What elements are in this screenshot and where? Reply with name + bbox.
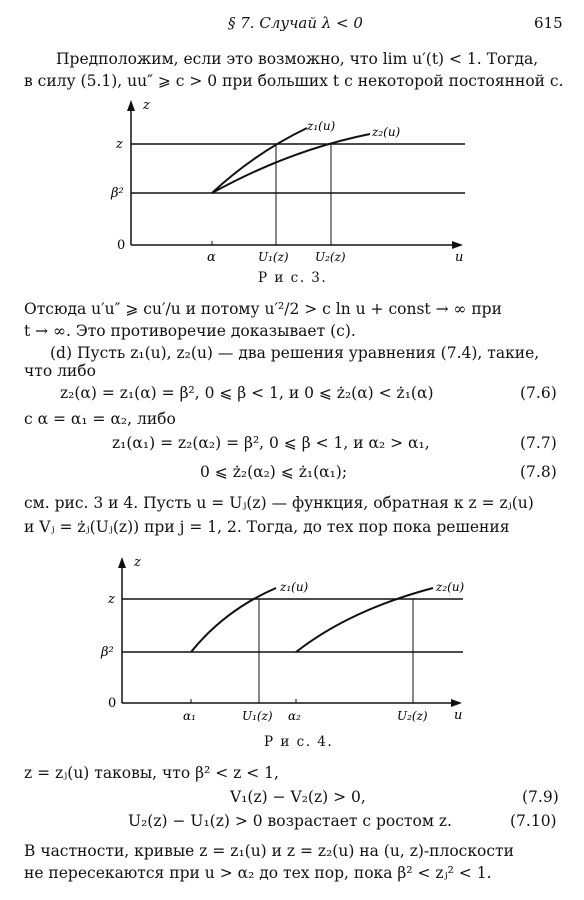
paragraph-1-line-2: в силу (5.1), uu″ ⩾ c > 0 при больших t с некоторой постоянной c. — [24, 72, 564, 90]
paragraph-4-line-1: см. рис. 3 и 4. Пусть u = Uⱼ(z) — функция, обратная к z = zⱼ(u) — [24, 494, 534, 512]
equation-7-7: z₁(α₁) = z₂(α₂) = β², 0 ⩽ β < 1, и α₂ > α₁, — [112, 434, 430, 452]
fig4-ytick-0: 0 — [108, 696, 117, 711]
fig4-curve-label-z2: z₂(u) — [436, 580, 465, 594]
fig4-curve-z2 — [296, 588, 433, 652]
equation-7-6-number: (7.6) — [520, 384, 557, 402]
fig3-ytick-0: 0 — [117, 238, 126, 253]
fig4-curve-z1 — [191, 588, 276, 652]
fig4-xtick-u2: U₂(z) — [397, 709, 428, 723]
fig4-ytick-beta: β² — [101, 645, 114, 660]
fig3-curve-label-z2: z₂(u) — [372, 125, 401, 139]
fig3-curve-z2 — [212, 134, 370, 193]
fig3-ytick-z: z — [116, 137, 123, 152]
equation-7-6: z₂(α) = z₁(α) = β², 0 ⩽ β < 1, и 0 ⩽ ż₂(α) < ż₁(α) — [60, 384, 434, 402]
with-alpha-line: с α = α₁ = α₂, либо — [24, 410, 176, 428]
equation-7-8-number: (7.8) — [520, 463, 557, 481]
paragraph-2-line-1: Отсюда u′u″ ⩾ cu′/u и потому u′²/2 > c ln u + const → ∞ при — [24, 300, 502, 318]
paragraph-3-line-1: (d) Пусть z₁(u), z₂(u) — два решения уравнения (7.4), такие, — [50, 344, 540, 362]
paragraph-6-line-1: В частности, кривые z = z₁(u) и z = z₂(u) на (u, z)-плоскости — [24, 842, 514, 860]
fig4-x-arrow — [451, 699, 462, 707]
equation-7-9: V₁(z) − V₂(z) > 0, — [230, 788, 366, 806]
figure-4-caption: Р и с. 4. — [264, 734, 334, 750]
paragraph-5-line-1: z = zⱼ(u) таковы, что β² < z < 1, — [24, 764, 279, 782]
fig4-curve-label-z1: z₁(u) — [280, 580, 309, 594]
fig3-xtick-alpha: α — [207, 250, 216, 265]
fig3-curve-label-z1: z₁(u) — [307, 119, 336, 133]
fig3-ytick-beta: β² — [111, 186, 124, 201]
fig4-xtick-alpha2: α₂ — [288, 709, 301, 723]
paragraph-1-line-1: Предположим, если это возможно, что lim u′(t) < 1. Тогда, — [56, 50, 539, 68]
fig3-xtick-u2: U₂(z) — [315, 250, 346, 264]
fig4-xtick-u1: U₁(z) — [242, 709, 273, 723]
paragraph-4-line-2: и Vⱼ = żⱼ(Uⱼ(z)) при j = 1, 2. Тогда, до тех пор пока решения — [24, 518, 510, 536]
fig4-y-arrow — [118, 557, 126, 568]
paragraph-2-line-2: t → ∞. Это противоречие доказывает (c). — [24, 322, 356, 340]
fig4-x-axis-label: u — [454, 708, 463, 723]
fig3-y-axis-label: z — [143, 98, 150, 113]
running-header-title: § 7. Случай λ < 0 — [228, 14, 363, 32]
fig3-x-axis-label: u — [455, 250, 464, 265]
fig3-y-arrow — [127, 100, 135, 111]
fig4-xtick-alpha1: α₁ — [183, 709, 196, 723]
page-number: 615 — [534, 14, 563, 32]
fig3-xtick-u1: U₁(z) — [258, 250, 289, 264]
paragraph-6-line-2: не пересекаются при u > α₂ до тех пор, пока β² < zⱼ² < 1. — [24, 864, 492, 882]
equation-7-9-number: (7.9) — [522, 788, 559, 806]
equation-7-7-number: (7.7) — [520, 434, 557, 452]
figure-3-caption: Р и с. 3. — [258, 270, 328, 286]
equation-7-10-number: (7.10) — [510, 812, 557, 830]
fig3-x-arrow — [452, 241, 463, 249]
paragraph-3-line-2: что либо — [24, 362, 96, 380]
equation-7-10: U₂(z) − U₁(z) > 0 возрастает с ростом z. — [128, 812, 452, 830]
figure-4 — [0, 548, 584, 733]
fig4-ytick-z: z — [108, 592, 115, 607]
fig4-y-axis-label: z — [134, 555, 141, 570]
equation-7-8: 0 ⩽ ż₂(α₂) ⩽ ż₁(α₁); — [200, 463, 348, 481]
fig3-curve-z1 — [212, 128, 307, 193]
